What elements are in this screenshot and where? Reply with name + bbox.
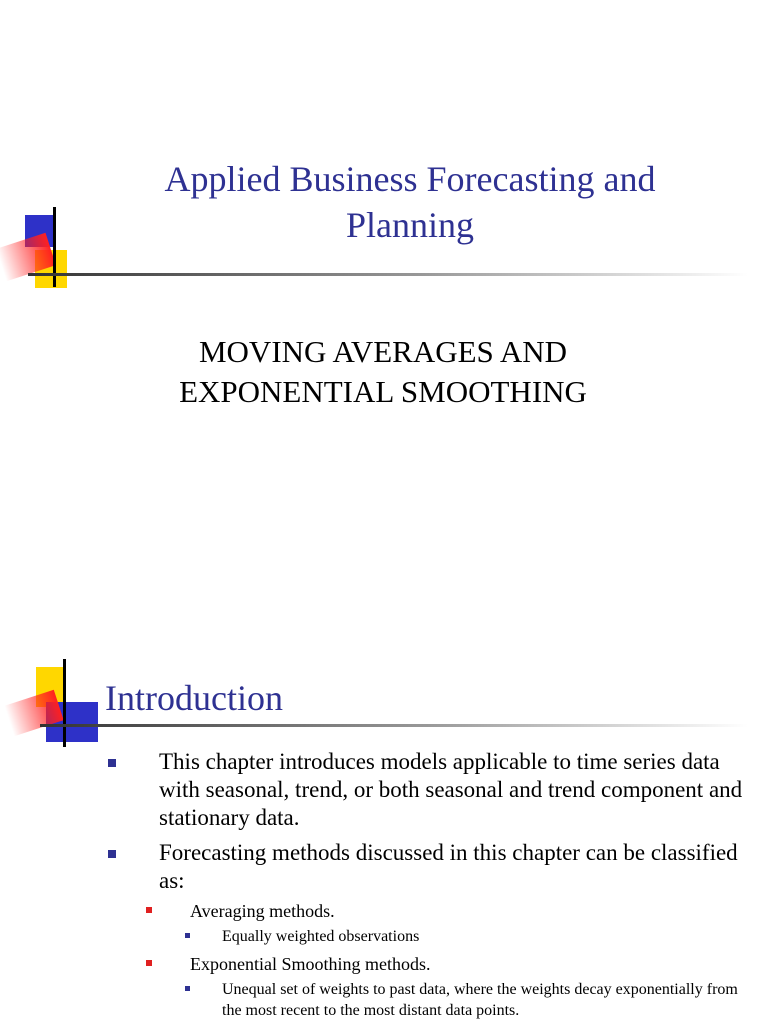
bullet-square-icon [185,986,190,991]
slide-title: Applied Business Forecasting and Planning [164,159,656,245]
vertical-rule [63,659,66,747]
bullet-text: Forecasting methods discussed in this chapter can be classified as: [159,840,738,893]
bullet-text: Equally weighted observations [222,928,420,945]
bullet-text: This chapter introduces models applicable to time series data with seasonal, trend, or both seasonal and trend component and stationary data. [159,749,743,830]
horizontal-rule [28,273,748,276]
bullet-square-icon [146,907,152,913]
bullet-square-icon [185,933,190,938]
slide-title: Introduction [105,678,283,718]
bullet-square-icon [108,759,116,767]
introduction-slide [0,512,768,1024]
bullet-square-icon [108,850,116,858]
bullet-text: Exponential Smoothing methods. [190,954,431,974]
bullet-text: Unequal set of weights to past data, where the weights decay exponentially from the most recent to the most distant data points. [222,981,738,1019]
bullet-square-icon [146,960,152,966]
slide-subtitle: MOVING AVERAGES AND EXPONENTIAL SMOOTHING [179,334,587,409]
horizontal-rule [40,724,748,727]
bullet-text: Averaging methods. [190,901,335,921]
